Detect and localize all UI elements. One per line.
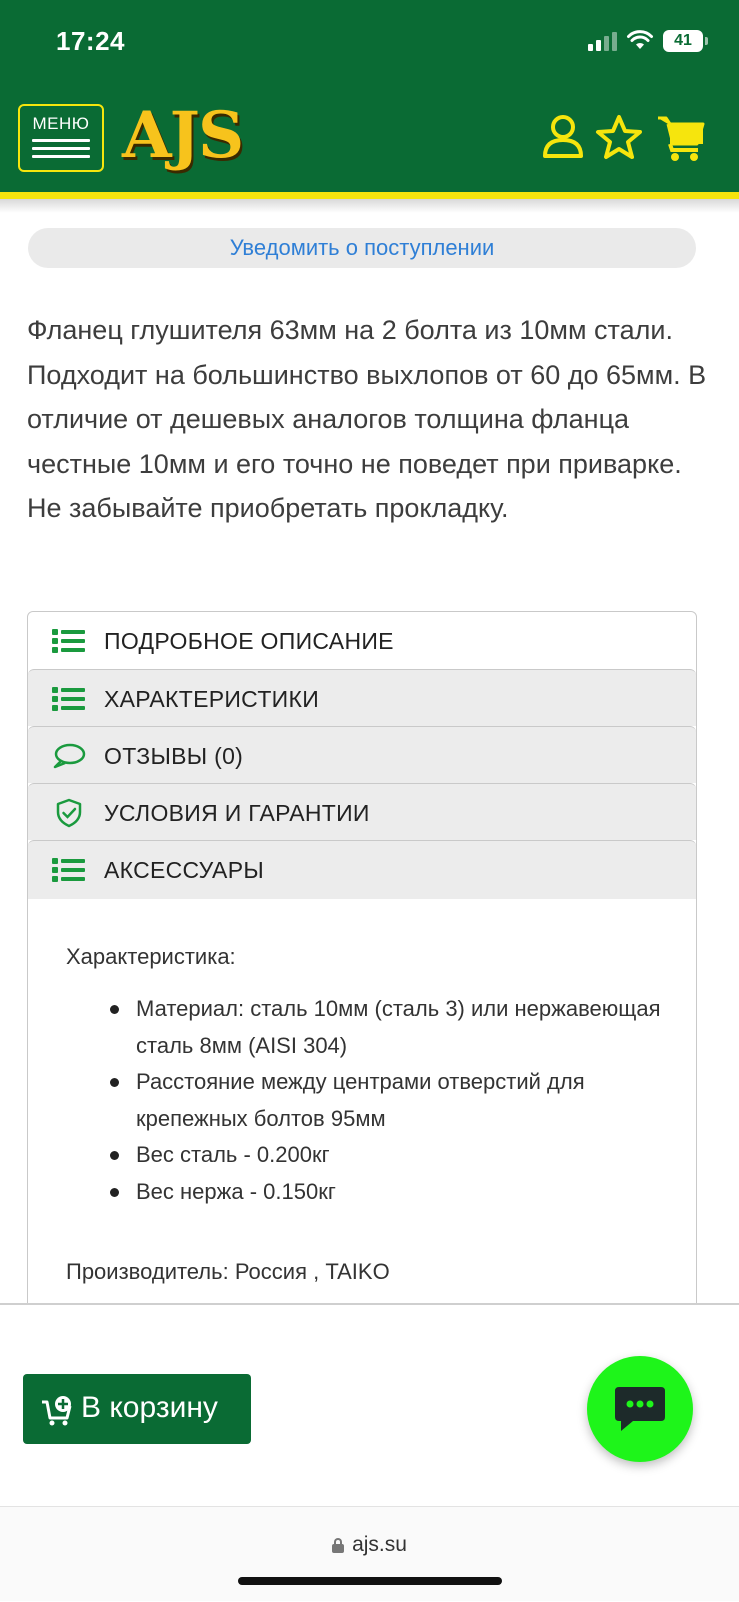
- tab-label: ПОДРОБНОЕ ОПИСАНИЕ: [104, 628, 394, 654]
- site-logo[interactable]: AJS: [122, 98, 243, 173]
- list-item: Вес сталь - 0.200кг: [66, 1137, 676, 1174]
- menu-label: МЕНЮ: [32, 114, 90, 133]
- home-indicator: [238, 1577, 502, 1585]
- spec-title: Характеристика:: [66, 944, 236, 969]
- url-display: [0, 1533, 739, 1557]
- tab-label: УСЛОВИЯ И ГАРАНТИИ: [104, 800, 370, 826]
- site-header: [0, 0, 739, 192]
- tab-detailed-description[interactable]: [28, 612, 696, 669]
- header-stripe: [0, 192, 739, 199]
- add-to-cart-button[interactable]: [23, 1374, 251, 1444]
- spec-list: [66, 991, 676, 1210]
- hamburger-icon: [32, 139, 90, 158]
- user-icon[interactable]: [542, 114, 584, 160]
- chat-icon: [613, 1385, 667, 1433]
- product-tabs: [27, 611, 697, 1311]
- menu-button[interactable]: [18, 104, 104, 172]
- tab-accessories[interactable]: [28, 840, 696, 899]
- wifi-icon: [627, 31, 653, 51]
- chat-button[interactable]: [587, 1356, 693, 1462]
- tab-terms-warranty[interactable]: [28, 783, 696, 840]
- signal-icon: [588, 31, 617, 51]
- list-item: Расстояние между центрами отверстий для крепежных болтов 95мм: [66, 1064, 676, 1137]
- tab-characteristics[interactable]: [28, 669, 696, 726]
- tab-label: ХАРАКТЕРИСТИКИ: [104, 686, 320, 712]
- status-icons: [588, 30, 703, 52]
- cart-plus-icon: [41, 1396, 75, 1426]
- header-shadow: [0, 199, 739, 213]
- tab-label: ОТЗЫВЫ (0): [104, 743, 244, 769]
- url-text: ajs.su: [352, 1533, 407, 1556]
- lock-icon: [332, 1538, 344, 1552]
- cart-icon[interactable]: [656, 114, 706, 162]
- notify-button[interactable]: Уведомить о поступлении: [28, 228, 696, 268]
- browser-url-bar[interactable]: [0, 1506, 739, 1601]
- shield-check-icon: [52, 799, 86, 827]
- add-to-cart-label: В корзину: [81, 1391, 218, 1424]
- list-icon: [52, 627, 86, 655]
- status-time: 17:24: [56, 26, 125, 56]
- list-item: Материал: сталь 10мм (сталь 3) или нержавеющая сталь 8мм (AISI 304): [66, 991, 676, 1064]
- tab-reviews[interactable]: [28, 726, 696, 783]
- star-icon[interactable]: [596, 114, 642, 160]
- tab-content: [28, 899, 696, 1319]
- product-description: Фланец глушителя 63мм на 2 болта из 10мм стали. Подходит на большинство выхлопов от 60 до 65мм. В отличие от дешевых аналогов толщина фланца честные 10мм и его точно не поведет при приварке. Не забывайте приобретать прокладку.: [27, 315, 707, 523]
- list-item: Вес нержа - 0.150кг: [66, 1174, 676, 1211]
- tab-label: АКСЕССУАРЫ: [104, 857, 265, 883]
- list-icon: [52, 856, 86, 884]
- list-icon: [52, 685, 86, 713]
- manufacturer-text: Производитель: Россия , TAIKO: [66, 1259, 390, 1284]
- chat-bubble-icon: [52, 742, 86, 770]
- battery-indicator: 41: [663, 30, 703, 52]
